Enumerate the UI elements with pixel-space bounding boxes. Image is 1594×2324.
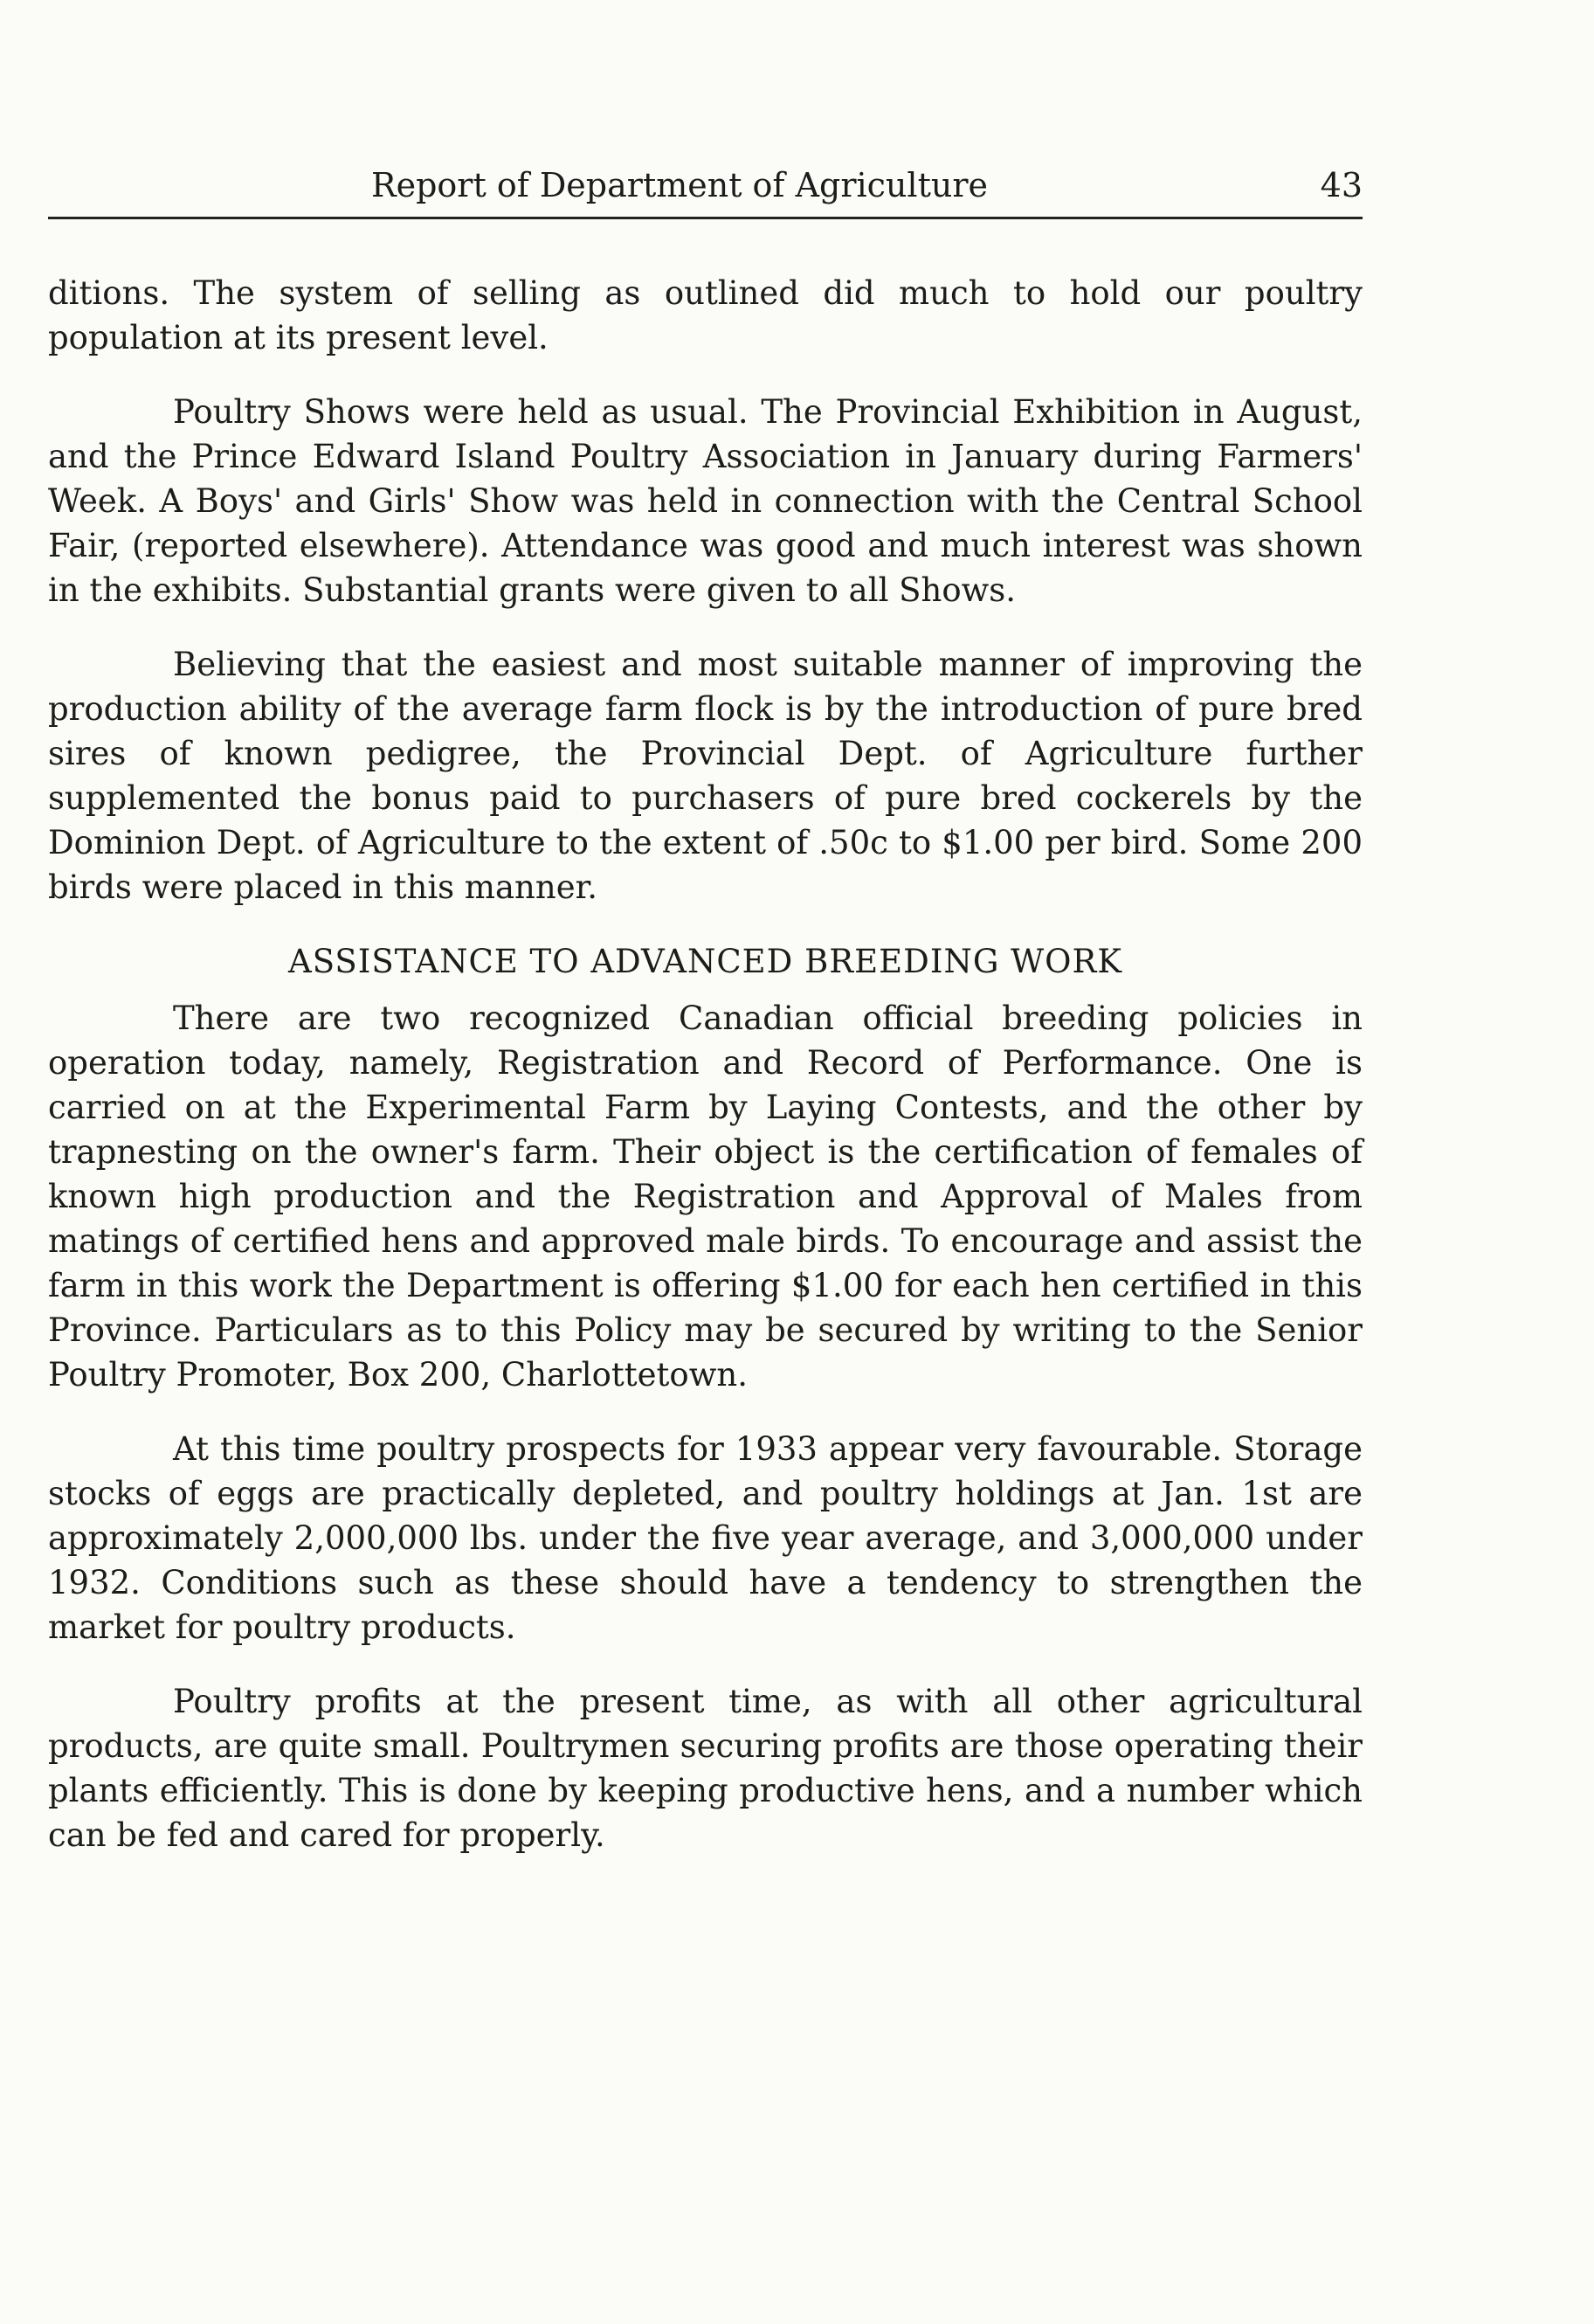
paragraph-pure-bred-sires: Believing that the easiest and most suitable manner of improving the production ability of the average farm flock is by the introduction of pure bred sires of known pedigree, the Provincial Dept. of Agriculture further supplemented the bonus paid to purchasers of pure bred cockerels by the Dominion Dept. of Agriculture to the extent of .50c to $1.00 per bird. Some 200 birds were placed in this manner. [48, 646, 1363, 906]
paragraph-poultry-profits: Poultry profits at the present time, as with all other agricultural products, are quite small. Poultrymen securing profits are those operating their plants efficiently. This is done by keeping productive hens, and a number which can be fed and cared for properly. [48, 1683, 1363, 1854]
section-heading: ASSISTANCE TO ADVANCED BREEDING WORK [287, 943, 1123, 980]
page-number: 43 [1320, 166, 1363, 204]
paragraph-breeding-policies: There are two recognized Canadian official breeding policies in operation today, namely, Registration and Record of Performance. One is carried on at the Experimental Farm by Laying Contests, and the other by trapnesting on the owner's farm. Their object is the certification of females of known high production and the Registration and Approval of Males from matings of certified hens and approved male birds. To encourage and assist the farm in this work the Department is offering $1.00 for each hen certified in this Province. Particulars as to this Policy may be secured by writing to the Senior Poultry Promoter, Box 200, Charlottetown. [48, 999, 1363, 1394]
header-title: Report of Department of Agriculture [371, 166, 988, 204]
paragraph-continued: ditions. The system of selling as outlined did much to hold our poultry population at its present level. [48, 274, 1363, 356]
running-header [48, 156, 1363, 219]
document-body [48, 271, 1363, 1887]
paragraph-poultry-shows: Poultry Shows were held as usual. The Provincial Exhibition in August, and the Prince Edward Island Poultry Association in January during Farmers' Week. A Boys' and Girls' Show was held in connection with the Central School Fair, (reported elsewhere). Attendance was good and much interest was shown in the exhibits. Substantial grants were given to all Shows. [48, 393, 1363, 609]
paragraph-poultry-prospects: At this time poultry prospects for 1933 appear very favourable. Storage stocks of eggs are practically depleted, and poultry holdings at Jan. 1st are approximately 2,000,000 lbs. under the five year average, and 3,000,000 under 1932. Conditions such as these should have a tendency to strengthen the market for poultry products. [48, 1430, 1363, 1646]
